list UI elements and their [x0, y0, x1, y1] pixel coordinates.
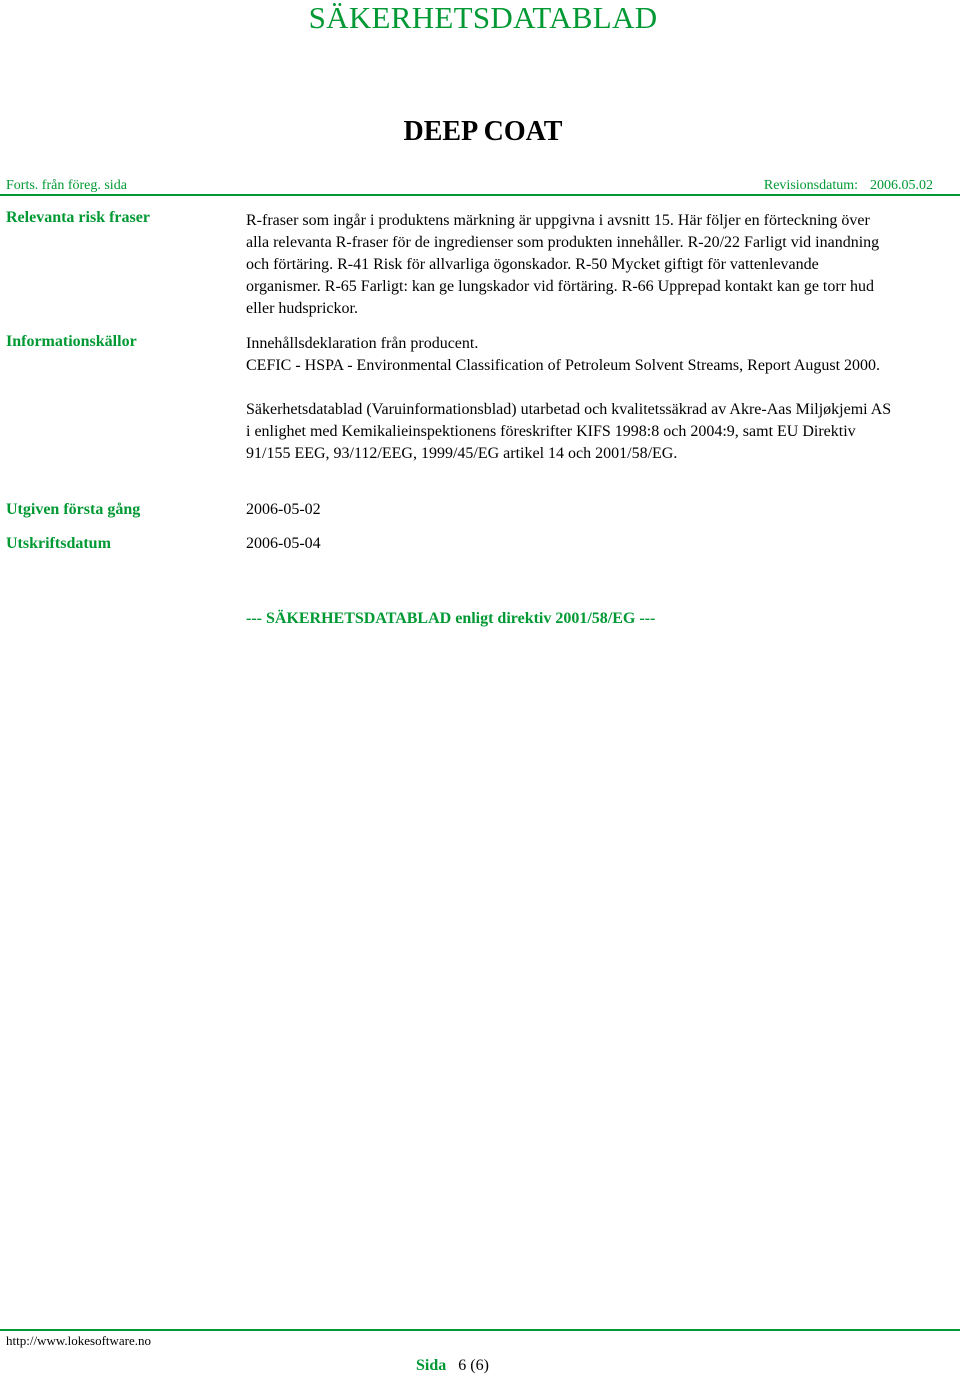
sources-line-3: Säkerhetsdatablad (Varuinformationsblad) utarbetad och kvalitetssäkrad av Akre-Aas Miljøkjemi AS i enlighet med Kemikalieinspektionens föreskrifter KIFS 1998:8 och 2004:9, samt EU Direktiv 91/155 EEG, 93/112/EEG, 1999/45/EG artikel 14 och 2001/58/EG. [246, 401, 892, 462]
product-name: DEEP COAT [403, 116, 563, 147]
print-date-label: Utskriftsdatum [6, 535, 111, 552]
information-sources-label: Informationskällor [6, 333, 137, 350]
sources-line-1: Innehållsdeklaration från producent. [246, 335, 479, 352]
first-issued-label: Utgiven första gång [6, 501, 141, 518]
closing-line: --- SÄKERHETSDATABLAD enligt direktiv 2001/58/EG --- [246, 610, 656, 627]
risk-phrases-text [246, 210, 896, 320]
print-date-value: 2006-05-04 [246, 535, 321, 552]
revision-date: 2006.05.02 [870, 178, 933, 193]
continued-from-previous: Forts. från föreg. sida [6, 178, 127, 193]
page-indicator [416, 1356, 489, 1376]
footer-rule [0, 1329, 960, 1331]
risk-phrases-paragraph: R-fraser som ingår i produktens märkning är uppgivna i avsnitt 15. Här följer en förteckning över alla relevanta R-fraser för de ingredienser som produkten innehåller. R-20/22 Farligt vid inandning och förtäring. R-41 Risk för allvarliga ögonskador. R-50 Mycket giftigt för vattenlevande organismer. R-65 Farligt: kan ge lungskador vid förtäring. R-66 Upprepad kontakt kan ge torr hud eller hudsprickor. [246, 212, 880, 317]
first-issued-value: 2006-05-02 [246, 501, 321, 518]
document-title: SÄKERHETSDATABLAD [308, 0, 658, 35]
risk-phrases-label: Relevanta risk fraser [6, 209, 150, 226]
revision-info [764, 177, 933, 194]
page-label: Sida [416, 1357, 447, 1374]
header-rule [0, 194, 960, 196]
revision-label: Revisionsdatum: [763, 178, 858, 193]
information-sources-text [246, 333, 896, 465]
sources-line-2: CEFIC - HSPA - Environmental Classification of Petroleum Solvent Streams, Report August 2000. [246, 357, 881, 374]
page-number: 6 (6) [458, 1357, 489, 1374]
footer-url: http://www.lokesoftware.no [6, 1333, 152, 1348]
